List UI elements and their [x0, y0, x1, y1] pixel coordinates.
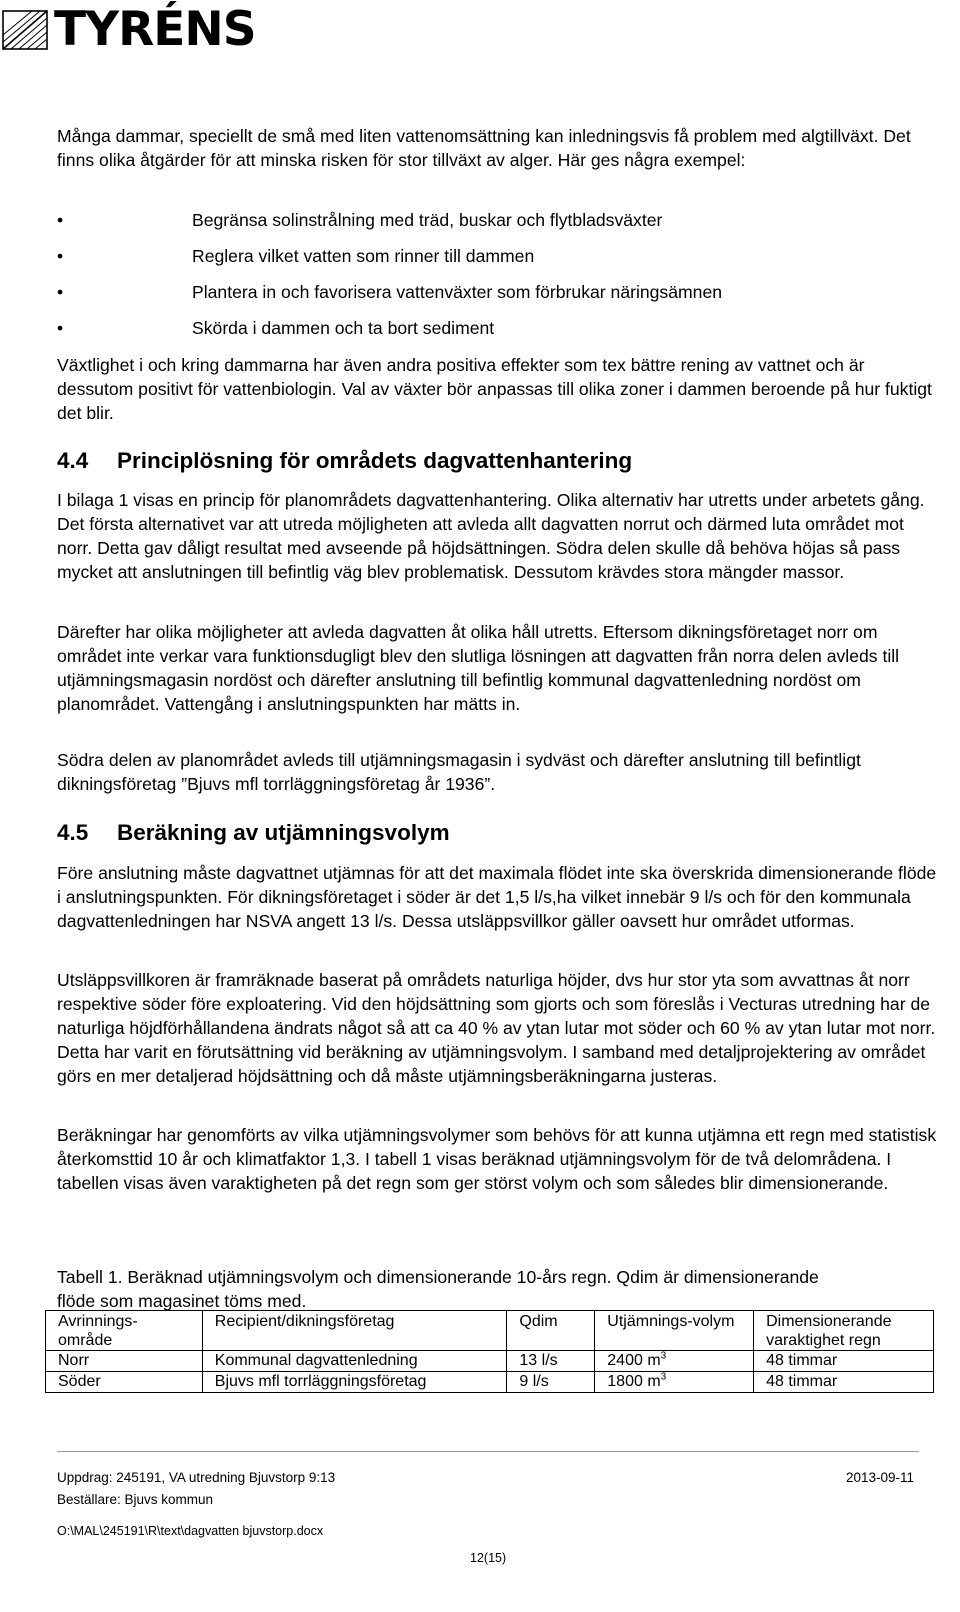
table-cell: 2400 $m^3$ — [595, 1351, 754, 1372]
company-logo — [2, 2, 256, 57]
table-cell: Bjuvs mfl torrläggningsföretag — [202, 1372, 507, 1393]
list-item: • Reglera vilket vatten som rinner till dammen — [57, 246, 535, 266]
page-number: 12(15) — [470, 1551, 507, 1565]
table-cell: Norr — [46, 1351, 203, 1372]
table-cell: Kommunal dagvattenledning — [202, 1351, 507, 1372]
footer-client: Beställare: Bjuvs kommun — [57, 1492, 214, 1507]
list-item: • Skörda i dammen och ta bort sediment — [57, 318, 495, 338]
table-header-cell: Utjämnings-volym — [595, 1311, 754, 1351]
table-row — [46, 1351, 934, 1372]
list-item: • Begränsa solinstrålning med träd, buskar och flytbladsväxter — [57, 210, 663, 230]
bullet-icon: • — [57, 246, 64, 266]
table-row — [46, 1372, 934, 1393]
table-cell: 13 l/s — [507, 1351, 595, 1372]
section-4-4-paragraph-1: I bilaga 1 visas en princip för planområdets dagvattenhantering. Olika alternativ har utretts under arbetets gång. Det första alternativet var att utreda möjligheten att avleda allt dagvatten norrut och därmed luta området mot norr. Detta gav dåligt resultat med avseende på höjdsättningen. Södra delen skulle då behöva höjas så pass mycket att anslutningen till befintlig väg blev problematisk. Dessutom krävdes stora mängder massor. — [57, 490, 925, 582]
table-header-row — [46, 1311, 934, 1351]
logo-mark-icon — [2, 10, 48, 50]
table-cell: 1800 $m^3$ — [595, 1372, 754, 1393]
section-4-5-paragraph-2: Utsläppsvillkoren är framräknade baserat på områdets naturliga höjder, dvs hur stor yta som avvattnas åt norr respektive söder före exploatering. Vid den höjdsättning som gjorts och som föreslås i Vecturas utredning har de naturliga höjdförhållandena ändrats något så att ca 40 % av ytan lutar mot söder och 60 % av ytan lutar mot norr. Detta har varit en förutsättning vid beräkning av utjämningsvolym. I samband med detaljprojektering av området görs en mer detaljerad höjdsättning och då måste utjämningsberäkningarna justeras. — [57, 970, 936, 1086]
table-header-cell: Dimensionerande varaktighet regn — [754, 1311, 934, 1351]
section-4-4-paragraph-2: Därefter har olika möjligheter att avleda dagvatten åt olika håll utretts. Eftersom dikningsföretaget norr om området inte verkar vara funktionsdugligt blev den slutliga lösningen att dagvatten från norra delen avleds till utjämningsmagasin nordöst och därefter anslutning till befintlig kommunal dagvattenledning nordöst om planområdet. Vattengång i anslutningspunkten har mätts in. — [57, 622, 900, 714]
logo-text: TYRÉNS — [54, 2, 256, 57]
table-cell: 48 timmar — [754, 1351, 934, 1372]
table-header-cell: Recipient/dikningsföretag — [202, 1311, 507, 1351]
intro-paragraph: Många dammar, speciellt de små med liten vattenomsättning kan inledningsvis få problem med algtillväxt. Det finns olika åtgärder för att minska risken för stor tillväxt av alger. Här ges några exempel: — [57, 126, 911, 170]
list-item: • Plantera in och favorisera vattenväxter som förbrukar näringsämnen — [57, 282, 723, 302]
table-header-cell: Qdim — [507, 1311, 595, 1351]
volume-table — [45, 1310, 934, 1393]
footer-divider — [57, 1451, 919, 1452]
table-cell: 9 l/s — [507, 1372, 595, 1393]
table-cell: Söder — [46, 1372, 203, 1393]
table-caption: Tabell 1. Beräknad utjämningsvolym och dimensionerande 10-års regn. Qdim är dimensionerande flöde som magasinet töms med. — [57, 1267, 819, 1311]
table-cell: 48 timmar — [754, 1372, 934, 1393]
section-heading-4-5: 4.5 Beräkning av utjämningsvolym — [57, 820, 450, 845]
section-4-5-paragraph-3: Beräkningar har genomförts av vilka utjämningsvolymer som behövs för att kunna utjämna ett regn med statistisk återkomsttid 10 år och klimatfaktor 1,3. I tabell 1 visas beräknad utjämningsvolym för de två delområdena. I tabellen visas även varaktigheten på det regn som ger störst volym och som således blir dimensionerande. — [57, 1125, 937, 1193]
footer-assignment: Uppdrag: 245191, VA utredning Bjuvstorp 9:13 — [57, 1470, 336, 1485]
vegetation-paragraph: Växtlighet i och kring dammarna har även andra positiva effekter som tex bättre rening av vattnet och är dessutom positivt för vattenbiologin. Val av växter bör anpassas till olika zoner i dammen beroende på hur fuktigt det blir. — [57, 355, 932, 423]
section-4-4-paragraph-3: Södra delen av planområdet avleds till utjämningsmagasin i sydväst och därefter anslutning till befintligt dikningsföretag ”Bjuvs mfl torrläggningsföretag år 1936”. — [57, 750, 861, 794]
bullet-icon: • — [57, 210, 64, 230]
measures-list — [57, 208, 937, 352]
section-4-5-paragraph-1: Före anslutning måste dagvattnet utjämnas för att det maximala flödet inte ska överskrida dimensionerande flöde i anslutningspunkten. För dikningsföretaget i söder är det 1,5 l/s,ha vilket innebär 9 l/s och för den kommunala dagvattenledningen har NSVA angett 13 l/s. Dessa utsläppsvillkor gäller oavsett hur området utformas. — [57, 863, 937, 931]
bullet-icon: • — [57, 318, 64, 338]
section-heading-4-4: 4.4 Principlösning för områdets dagvattenhantering — [57, 448, 633, 473]
footer-date: 2013-09-11 — [845, 1470, 914, 1485]
table-header-cell: Avrinnings-område — [46, 1311, 203, 1351]
footer-file-path: O:\MAL\245191\R\text\dagvatten bjuvstorp.docx — [57, 1524, 324, 1538]
bullet-icon: • — [57, 282, 64, 302]
